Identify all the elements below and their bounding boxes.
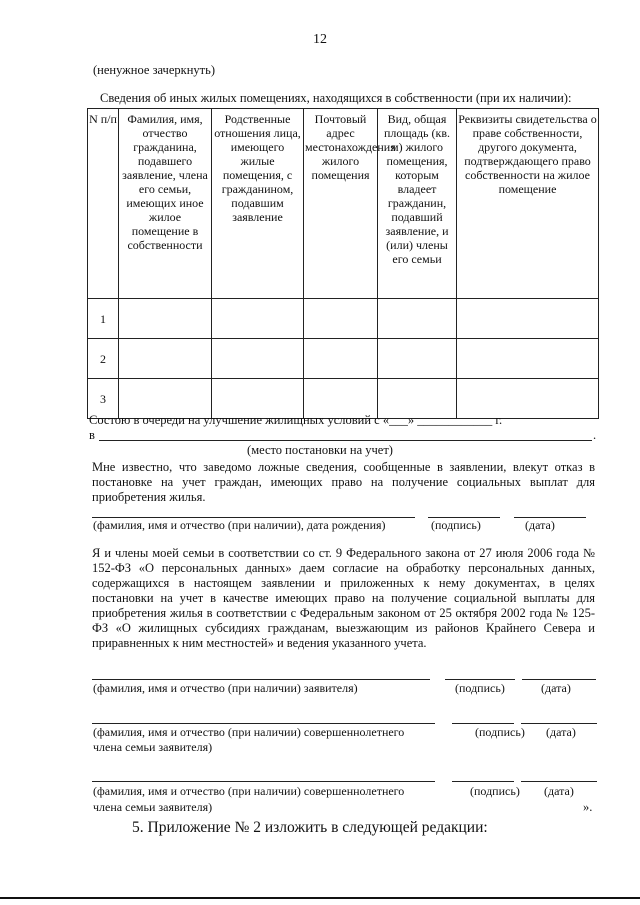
- row-number: 2: [88, 339, 119, 379]
- sign3-name-caption-line2: члена семьи заявителя): [93, 740, 213, 754]
- sign2-name-caption: (фамилия, имя и отчество (при наличии) заявителя): [93, 681, 358, 695]
- header-number: N п/п: [88, 109, 119, 299]
- table-row: [88, 339, 599, 379]
- sign4-signature-caption: (подпись): [470, 784, 520, 798]
- sign4-date-caption: (дата): [544, 784, 574, 798]
- consent-paragraph: Я и члены моей семьи в соответствии со ст. 9 Федерального закона от 27 июля 2006 года № 152-ФЗ «О персональных данных» даем согласие на обработку персональных данных, содержащихся в настоящем заявлении и приложенных к нему документах, в целях постановки на учет в качестве имеющих право на получение социальной выплаты для приобретения жилья в соответствии с Федеральным законом от 25 октября 2002 года № 125-ФЗ «О жилищных субсидиях гражданам, выезжающим из районов Крайнего Севера и приравненных к ним местностей» и ведения указанного учета.: [92, 546, 595, 650]
- table-cell: [378, 299, 457, 339]
- table-cell: [457, 299, 599, 339]
- sign4-name-caption-line1: (фамилия, имя и отчество (при наличии) совершеннолетнего: [93, 784, 405, 798]
- appendix-heading: 5. Приложение № 2 изложить в следующей редакции:: [132, 819, 488, 836]
- table-caption: Сведения об иных жилых помещениях, находящихся в собственности (при их наличии):: [100, 91, 572, 105]
- property-table: [87, 108, 599, 419]
- sign4-name-line: [92, 781, 435, 782]
- table-cell: [378, 339, 457, 379]
- strike-note: (ненужное зачеркнуть): [93, 63, 215, 77]
- sign3-date-caption: (дата): [546, 725, 576, 739]
- sign3-signature-caption: (подпись): [475, 725, 525, 739]
- table-cell: [304, 299, 378, 339]
- sign1-name-caption: (фамилия, имя и отчество (при наличии), дата рождения): [93, 518, 386, 532]
- sign2-date-caption: (дата): [541, 681, 571, 695]
- header-document: Реквизиты свидетельства о праве собственности, другого документа, подтверждающего право собственности на жилое помещение: [457, 109, 599, 299]
- page-number: 12: [313, 32, 327, 47]
- header-address: Почтовый адрес местонахождения жилого помещения: [304, 109, 378, 299]
- closing-quote: ».: [583, 800, 593, 814]
- table-row: [88, 299, 599, 339]
- table-cell: [119, 339, 212, 379]
- table-cell: [119, 299, 212, 339]
- sign3-signature-line: [452, 723, 514, 724]
- table-cell: [212, 299, 304, 339]
- queue-place-line: [99, 440, 592, 441]
- header-relationship: Родственные отношения лица, имеющего жилые помещения, с гражданином, подавшим заявление: [212, 109, 304, 299]
- row-number: 1: [88, 299, 119, 339]
- warning-paragraph: Мне известно, что заведомо ложные сведения, сообщенные в заявлении, влекут отказ в постановке на учет граждан, имеющих право на получение социальных выплат для приобретения жилья.: [92, 460, 595, 504]
- sign1-signature-caption: (подпись): [431, 518, 481, 532]
- sign1-date-caption: (дата): [525, 518, 555, 532]
- table-cell: [457, 339, 599, 379]
- sign3-name-caption-line1: (фамилия, имя и отчество (при наличии) совершеннолетнего: [93, 725, 405, 739]
- table-cell: [304, 339, 378, 379]
- header-full-name: Фамилия, имя, отчество гражданина, подавшего заявление, члена его семьи, имеющих иное жилое помещение в собственности: [119, 109, 212, 299]
- queue-caption: (место постановки на учет): [247, 443, 393, 457]
- table-header-row: [88, 109, 599, 299]
- sign3-date-line: [521, 723, 597, 724]
- header-area: Вид, общая площадь (кв. м) жилого помещения, которым владеет гражданин, подавший заявление, и (или) члены его семьи: [378, 109, 457, 299]
- queue-in-label: в: [89, 428, 95, 442]
- table-cell: [212, 339, 304, 379]
- sign2-date-line: [522, 679, 596, 680]
- sign2-signature-caption: (подпись): [455, 681, 505, 695]
- sign4-name-caption-line2: члена семьи заявителя): [93, 800, 213, 814]
- sign2-name-line: [92, 679, 430, 680]
- row-number: 3: [88, 379, 119, 419]
- sign4-signature-line: [452, 781, 514, 782]
- page-bottom-rule: [0, 897, 640, 899]
- queue-end-dot: .: [593, 428, 597, 442]
- queue-text: Состою в очереди на улучшение жилищных условий с «___» ____________ г.: [89, 413, 503, 427]
- sign2-signature-line: [445, 679, 515, 680]
- sign3-name-line: [92, 723, 435, 724]
- sign4-date-line: [521, 781, 597, 782]
